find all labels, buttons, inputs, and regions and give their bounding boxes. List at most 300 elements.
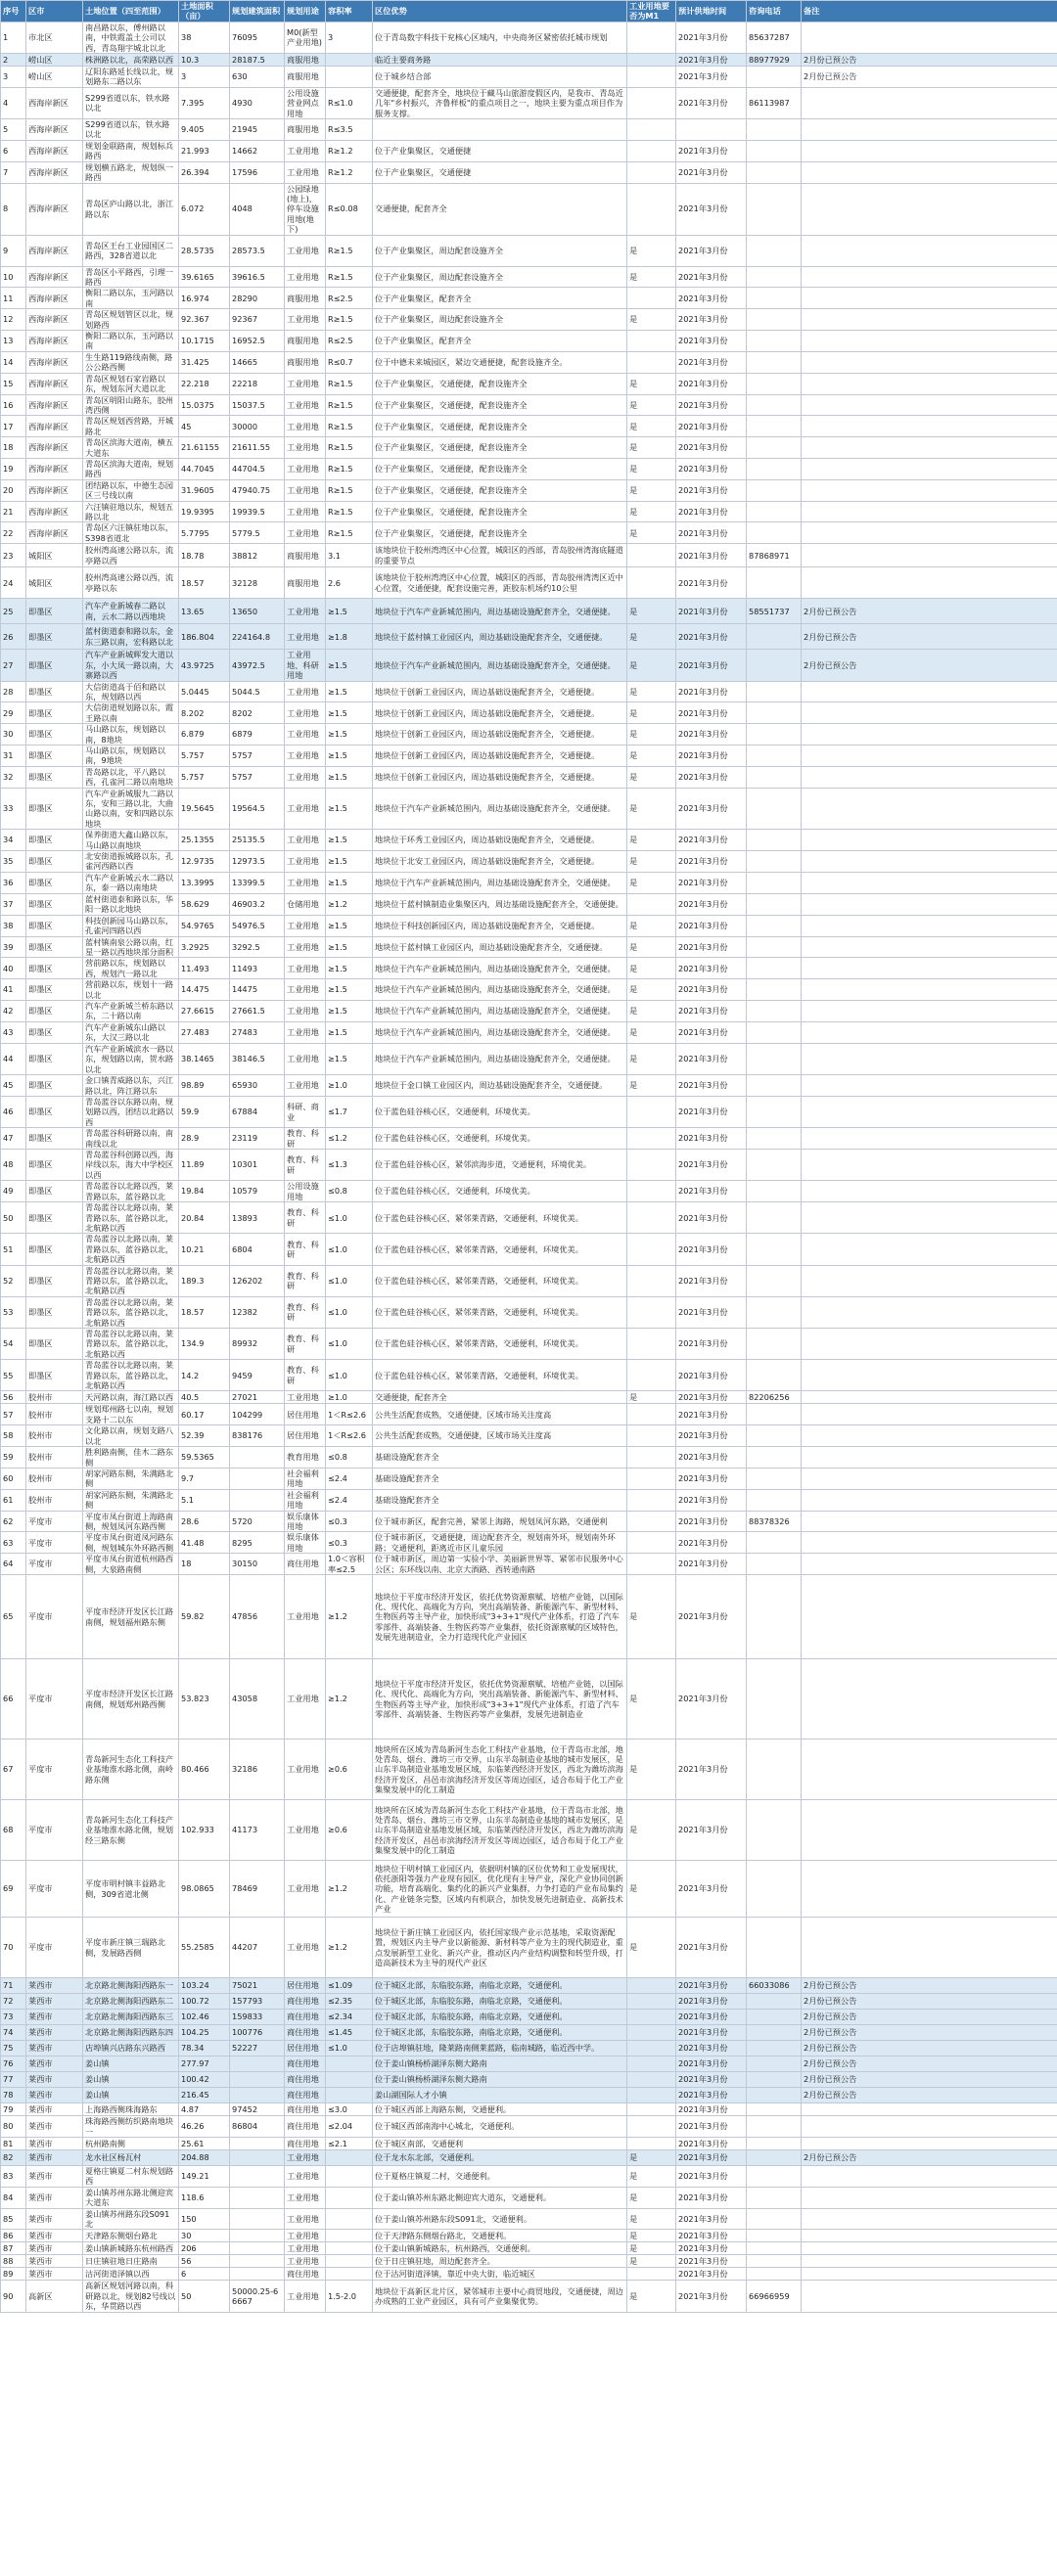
cell-contact-phone — [747, 702, 802, 724]
cell-supply-time: 2021年3月份 — [676, 394, 747, 416]
cell-location-advantage: 位于城市新区，周边第一实验小学、美丽新世界等、紧邻市民服务中心公区；东环线以南、北京大酒路、西转通南路 — [373, 1554, 627, 1575]
cell-land-use: 商住用地 — [285, 2025, 326, 2041]
cell-supply-time: 2021年3月份 — [676, 681, 747, 702]
cell-plot-ratio: R≥1.5 — [326, 309, 373, 331]
cell-remarks — [802, 1202, 1057, 1234]
cell-plot-ratio: R≥1.5 — [326, 437, 373, 459]
cell-contact-phone — [747, 1994, 802, 2010]
cell-plot-ratio — [326, 2268, 373, 2281]
table-row — [1, 309, 1057, 331]
cell-district: 即墨区 — [26, 1075, 83, 1097]
cell-location-advantage: 地块位于创新工业园区内，周边基础设施配套齐全，交通便捷。 — [373, 745, 627, 766]
cell-district: 莱西市 — [26, 2137, 83, 2149]
cell-land-area: 204.88 — [179, 2149, 230, 2165]
cell-contact-phone — [747, 2010, 802, 2025]
cell-contact-phone — [747, 437, 802, 459]
cell-m1-flag: 是 — [627, 915, 676, 936]
cell-remarks: 2月份已预公告 — [802, 2149, 1057, 2165]
cell-district: 即墨区 — [26, 958, 83, 979]
cell-district: 即墨区 — [26, 599, 83, 624]
cell-building-area — [230, 2088, 285, 2103]
cell-row-number: 28 — [1, 681, 26, 702]
cell-row-number: 68 — [1, 1800, 26, 1861]
cell-land-location: 姜山镇 — [83, 2072, 179, 2088]
cell-location-advantage: 位于中德未来城园区，紧边交通便捷，配套设施齐全。 — [373, 351, 627, 373]
cell-m1-flag: 是 — [627, 479, 676, 501]
cell-land-area: 3.2925 — [179, 936, 230, 958]
cell-building-area — [230, 2208, 285, 2230]
cell-land-use: 商住用地 — [285, 2103, 326, 2116]
cell-row-number: 3 — [1, 67, 26, 88]
cell-land-area: 22.218 — [179, 373, 230, 394]
cell-land-area: 5.7795 — [179, 522, 230, 544]
cell-contact-phone — [747, 1296, 802, 1328]
cell-contact-phone — [747, 1043, 802, 1074]
cell-row-number: 31 — [1, 745, 26, 766]
cell-land-area: 30 — [179, 2230, 230, 2242]
cell-land-use: 工业用地 — [285, 2187, 326, 2208]
cell-m1-flag: 是 — [627, 2149, 676, 2165]
cell-land-location: 营前路以东，规划路以西，规划汽一路以北 — [83, 958, 179, 979]
cell-plot-ratio — [326, 2056, 373, 2072]
cell-contact-phone — [747, 872, 802, 893]
cell-plot-ratio: ≤2.4 — [326, 1468, 373, 1489]
cell-supply-time: 2021年3月份 — [676, 183, 747, 235]
cell-remarks: 2月份已预公告 — [802, 624, 1057, 650]
cell-building-area: 28290 — [230, 288, 285, 309]
table-row — [1, 351, 1057, 373]
cell-remarks — [802, 872, 1057, 893]
cell-building-area: 78469 — [230, 1861, 285, 1918]
cell-contact-phone — [747, 140, 802, 161]
cell-land-location: 高新区规划河路以南，科研路以北，规划82号线以东，华贯路以西 — [83, 2281, 179, 2312]
cell-land-area: 28.9 — [179, 1128, 230, 1150]
cell-location-advantage: 地块位于蓝村镇工业园区内，周边基础设施配套齐全，交通便捷。 — [373, 936, 627, 958]
cell-plot-ratio: ≥1.5 — [326, 851, 373, 873]
cell-land-use: 教育、科研 — [285, 1149, 326, 1180]
cell-row-number: 83 — [1, 2165, 26, 2187]
table-row — [1, 1404, 1057, 1425]
cell-land-area: 15.0375 — [179, 394, 230, 416]
cell-district: 西海岸新区 — [26, 140, 83, 161]
cell-land-use: 商住用地 — [285, 2072, 326, 2088]
cell-land-location: 衡阳二路以东，玉河路以南 — [83, 288, 179, 309]
cell-building-area: 46903.2 — [230, 893, 285, 915]
cell-land-use: 商服用地 — [285, 67, 326, 88]
cell-land-area: 277.97 — [179, 2056, 230, 2072]
cell-m1-flag: 是 — [627, 681, 676, 702]
cell-m1-flag: 是 — [627, 266, 676, 288]
cell-contact-phone: 58551737 — [747, 599, 802, 624]
cell-land-location: 平度市经济开发区长江路南侧，规划福州路东侧 — [83, 1575, 179, 1659]
cell-location-advantage: 地块位于汽车产业新城范围内，周边基础设施配套齐全，交通便捷。 — [373, 1043, 627, 1074]
cell-row-number: 37 — [1, 893, 26, 915]
cell-location-advantage: 位于蓝色硅谷核心区，紧邻莱青路，交通便利，环境优美。 — [373, 1202, 627, 1234]
cell-location-advantage: 地块位于汽车产业新城范围内，周边基础设施配套齐全，交通便捷。 — [373, 788, 627, 830]
cell-supply-time: 2021年3月份 — [676, 235, 747, 266]
cell-supply-time: 2021年3月份 — [676, 830, 747, 851]
cell-land-area: 98.0865 — [179, 1861, 230, 1918]
cell-land-use: 商服用地 — [285, 351, 326, 373]
cell-plot-ratio: 2.6 — [326, 567, 373, 599]
cell-land-location: 青岛区庐山路以北，浙江路以东 — [83, 183, 179, 235]
cell-location-advantage: 位于夏格庄镇夏二村，交通便利。 — [373, 2165, 627, 2187]
cell-district: 西海岸新区 — [26, 235, 83, 266]
cell-plot-ratio: ≤1.0 — [326, 1296, 373, 1328]
cell-district: 平度市 — [26, 1740, 83, 1800]
table-row — [1, 1489, 1057, 1511]
cell-supply-time: 2021年3月份 — [676, 788, 747, 830]
cell-district: 高新区 — [26, 2281, 83, 2312]
cell-land-use: 商住用地 — [285, 2088, 326, 2103]
cell-district: 即墨区 — [26, 1181, 83, 1202]
cell-land-use: 工业用地 — [285, 394, 326, 416]
cell-plot-ratio: 3.1 — [326, 544, 373, 567]
cell-contact-phone — [747, 479, 802, 501]
cell-district: 平度市 — [26, 1659, 83, 1740]
cell-supply-time: 2021年3月份 — [676, 416, 747, 437]
cell-remarks — [802, 567, 1057, 599]
column-header-land-area: 土地面积（亩） — [179, 1, 230, 23]
cell-location-advantage: 公共生活配套成熟，交通便捷，区域市场关注度高 — [373, 1425, 627, 1447]
cell-plot-ratio: ≥1.5 — [326, 788, 373, 830]
cell-district: 即墨区 — [26, 650, 83, 681]
cell-location-advantage: 位于姜山镇新城路东，杭州路西，交通便利。 — [373, 2242, 627, 2255]
cell-location-advantage: 地块位于汽车产业新城范围内，周边基础设施配套齐全，交通便捷。 — [373, 1001, 627, 1022]
cell-land-use: 居住用地 — [285, 1425, 326, 1447]
cell-m1-flag — [627, 161, 676, 183]
cell-land-location: 青岛区小平路西，引理一路西 — [83, 266, 179, 288]
cell-remarks — [802, 702, 1057, 724]
cell-m1-flag: 是 — [627, 766, 676, 788]
cell-row-number: 19 — [1, 459, 26, 480]
cell-land-use: 娱乐康体用地 — [285, 1532, 326, 1554]
cell-building-area: 3292.5 — [230, 936, 285, 958]
cell-district: 莱西市 — [26, 2056, 83, 2072]
cell-land-use: 工业用地 — [285, 479, 326, 501]
cell-plot-ratio: R≤2.5 — [326, 330, 373, 351]
cell-m1-flag — [627, 119, 676, 141]
table-row — [1, 1918, 1057, 1978]
cell-contact-phone: 66966959 — [747, 2281, 802, 2312]
cell-row-number: 87 — [1, 2242, 26, 2255]
cell-land-area: 189.3 — [179, 1265, 230, 1296]
cell-remarks — [802, 2137, 1057, 2149]
cell-remarks — [802, 1001, 1057, 1022]
cell-land-use: 工业用地 — [285, 2165, 326, 2187]
cell-contact-phone — [747, 1800, 802, 1861]
cell-m1-flag: 是 — [627, 1575, 676, 1659]
cell-contact-phone — [747, 1234, 802, 1265]
cell-land-location: 大信街道规划路以东，霞王路以南 — [83, 702, 179, 724]
cell-district: 胶州市 — [26, 1425, 83, 1447]
cell-land-location: 平度市经济开发区长江路南侧，规划郑州路西侧 — [83, 1659, 179, 1740]
cell-contact-phone — [747, 1128, 802, 1150]
cell-plot-ratio: 3 — [326, 22, 373, 53]
cell-location-advantage: 地块位于汽车产业新城范围内，周边基础设施配套齐全，交通便捷。 — [373, 958, 627, 979]
cell-row-number: 78 — [1, 2088, 26, 2103]
cell-land-use: 公园绿地(地上)，停车设施用地(地下) — [285, 183, 326, 235]
cell-district: 平度市 — [26, 1554, 83, 1575]
cell-land-area: 52.39 — [179, 1425, 230, 1447]
cell-district: 平度市 — [26, 1918, 83, 1978]
cell-location-advantage: 位于姜山镇杨桥湖泽东侧大路南 — [373, 2056, 627, 2072]
cell-remarks — [802, 2268, 1057, 2281]
cell-plot-ratio: ≤1.0 — [326, 2041, 373, 2056]
cell-contact-phone — [747, 2255, 802, 2268]
cell-m1-flag — [627, 87, 676, 118]
cell-supply-time: 2021年3月份 — [676, 2072, 747, 2088]
cell-land-area: 5.1 — [179, 1489, 230, 1511]
cell-supply-time: 2021年3月份 — [676, 501, 747, 522]
cell-row-number: 35 — [1, 851, 26, 873]
cell-m1-flag — [627, 1447, 676, 1469]
cell-row-number: 12 — [1, 309, 26, 331]
cell-m1-flag: 是 — [627, 459, 676, 480]
cell-m1-flag — [627, 1532, 676, 1554]
cell-contact-phone — [747, 1468, 802, 1489]
cell-land-area: 59.82 — [179, 1575, 230, 1659]
cell-land-location: 龙水社区杨瓦村 — [83, 2149, 179, 2165]
cell-row-number: 20 — [1, 479, 26, 501]
cell-contact-phone — [747, 330, 802, 351]
cell-contact-phone — [747, 936, 802, 958]
cell-land-area: 25.1355 — [179, 830, 230, 851]
cell-row-number: 29 — [1, 702, 26, 724]
cell-location-advantage: 临近主要商务路 — [373, 54, 627, 67]
cell-supply-time: 2021年3月份 — [676, 140, 747, 161]
cell-land-location: 平度市凤台街道凤河路东侧，规划城东外环路西侧 — [83, 1532, 179, 1554]
cell-plot-ratio: ≤3.0 — [326, 2103, 373, 2116]
cell-building-area: 44207 — [230, 1918, 285, 1978]
cell-location-advantage: 公共生活配套成熟，交通便捷，区域市场关注度高 — [373, 1404, 627, 1425]
cell-land-use: 工业用地 — [285, 915, 326, 936]
cell-land-area: 31.425 — [179, 351, 230, 373]
cell-land-use: 居住用地 — [285, 2041, 326, 2056]
cell-remarks — [802, 851, 1057, 873]
table-row — [1, 1265, 1057, 1296]
cell-land-area: 18 — [179, 1554, 230, 1575]
cell-land-area: 9.405 — [179, 119, 230, 141]
cell-remarks — [802, 140, 1057, 161]
cell-contact-phone: 82206256 — [747, 1391, 802, 1404]
cell-row-number: 26 — [1, 624, 26, 650]
cell-location-advantage: 地块所在区域为青岛新河生态化工科技产业基地，位于青岛市北部，地处青岛、烟台、潍坊三市交界，山东半岛制造业基地的城市发展区，是山东半岛制造业基地发展区域，东临莱西经济开发区，西北为潍坊滨海经济开发区，昌邑市滨海经济开发区等周边园区，适合布局于化工产业集聚发展中的化工制造 — [373, 1800, 627, 1861]
cell-supply-time: 2021年3月份 — [676, 2149, 747, 2165]
cell-land-use: 工业用地 — [285, 416, 326, 437]
cell-remarks — [802, 394, 1057, 416]
cell-plot-ratio: ≥1.5 — [326, 681, 373, 702]
cell-location-advantage: 位于产业集聚区，交通便捷，配套设施齐全 — [373, 394, 627, 416]
cell-remarks — [802, 2187, 1057, 2208]
cell-district: 即墨区 — [26, 851, 83, 873]
cell-m1-flag: 是 — [627, 702, 676, 724]
cell-location-advantage — [373, 119, 627, 141]
cell-plot-ratio: ≤2.4 — [326, 1489, 373, 1511]
cell-remarks — [802, 1425, 1057, 1447]
cell-row-number: 85 — [1, 2208, 26, 2230]
cell-supply-time: 2021年3月份 — [676, 373, 747, 394]
cell-land-use: 工业用地 — [285, 309, 326, 331]
cell-district: 即墨区 — [26, 788, 83, 830]
cell-land-use: 教育、科研 — [285, 1128, 326, 1150]
cell-plot-ratio: ≤1.0 — [326, 1360, 373, 1391]
cell-supply-time: 2021年3月份 — [676, 1404, 747, 1425]
cell-land-location: 姜山镇新城路东杭州路西 — [83, 2242, 179, 2255]
cell-remarks — [802, 979, 1057, 1001]
cell-location-advantage: 地块位于北安工业园区内，周边基础设施配套齐全，交通便捷。 — [373, 851, 627, 873]
cell-building-area: 13893 — [230, 1202, 285, 1234]
table-row — [1, 1360, 1057, 1391]
cell-district: 莱西市 — [26, 2103, 83, 2116]
cell-m1-flag — [627, 1554, 676, 1575]
table-row — [1, 2116, 1057, 2138]
cell-land-use: 工业用地 — [285, 788, 326, 830]
table-row — [1, 2208, 1057, 2230]
cell-supply-time: 2021年3月份 — [676, 1001, 747, 1022]
cell-remarks — [802, 235, 1057, 266]
cell-contact-phone — [747, 681, 802, 702]
table-row — [1, 183, 1057, 235]
cell-row-number: 45 — [1, 1075, 26, 1097]
cell-plot-ratio: ≥1.2 — [326, 1918, 373, 1978]
cell-location-advantage: 位于产业集聚区，交通便捷，配套设施齐全 — [373, 373, 627, 394]
cell-district: 即墨区 — [26, 893, 83, 915]
table-row — [1, 745, 1057, 766]
cell-remarks — [802, 522, 1057, 544]
cell-district: 即墨区 — [26, 1001, 83, 1022]
cell-building-area: 157793 — [230, 1994, 285, 2010]
cell-m1-flag: 是 — [627, 1043, 676, 1074]
table-row — [1, 2242, 1057, 2255]
cell-plot-ratio: ≤1.45 — [326, 2025, 373, 2041]
cell-supply-time: 2021年3月份 — [676, 2056, 747, 2072]
cell-row-number: 36 — [1, 872, 26, 893]
cell-location-advantage: 位于店埠镇驻地，隆莱路南侧莱蓝路，临南城路，临近西中学。 — [373, 2041, 627, 2056]
cell-row-number: 44 — [1, 1043, 26, 1074]
cell-building-area: 38146.5 — [230, 1043, 285, 1074]
cell-land-location: 青岛蓝谷以北路以南，莱青路以东，蓝谷路以北，北航路以西 — [83, 1329, 179, 1360]
cell-land-area: 25.61 — [179, 2137, 230, 2149]
cell-land-location: 平度市凤台街道杭州路西侧，大泉路南侧 — [83, 1554, 179, 1575]
cell-location-advantage: 该地块位于胶州湾湾区中心位置，城阳区的西部，青岛胶州湾海底隧道的重要节点 — [373, 544, 627, 567]
cell-row-number: 65 — [1, 1575, 26, 1659]
cell-row-number: 66 — [1, 1659, 26, 1740]
table-row — [1, 1740, 1057, 1800]
table-row — [1, 650, 1057, 681]
cell-district: 莱西市 — [26, 2072, 83, 2088]
cell-location-advantage: 交通便捷，配套齐全，地块位于藏马山旅游度假区内，是我市、青岛近几年"乡村振兴，齐鲁样板"的重点项目之一，地块主要为重点项目作为服务支撑。 — [373, 87, 627, 118]
cell-building-area — [230, 2255, 285, 2268]
cell-land-use: 教育、科研 — [285, 1360, 326, 1391]
cell-land-area: 16.974 — [179, 288, 230, 309]
cell-building-area: 27661.5 — [230, 1001, 285, 1022]
cell-m1-flag — [627, 183, 676, 235]
cell-remarks — [802, 1149, 1057, 1180]
cell-m1-flag — [627, 1404, 676, 1425]
cell-land-area: 10.1715 — [179, 330, 230, 351]
cell-land-area: 6.879 — [179, 724, 230, 746]
cell-land-area: 19.84 — [179, 1181, 230, 1202]
cell-contact-phone — [747, 788, 802, 830]
cell-land-area: 20.84 — [179, 1202, 230, 1234]
cell-plot-ratio: ≤1.09 — [326, 1978, 373, 1994]
cell-land-location: 青岛区滨海大道南，规划路西 — [83, 459, 179, 480]
cell-m1-flag: 是 — [627, 624, 676, 650]
cell-district: 莱西市 — [26, 2230, 83, 2242]
cell-supply-time: 2021年3月份 — [676, 1296, 747, 1328]
cell-row-number: 25 — [1, 599, 26, 624]
table-row — [1, 437, 1057, 459]
cell-land-use: 工业用地 — [285, 1391, 326, 1404]
cell-land-area: 5.757 — [179, 745, 230, 766]
cell-row-number: 21 — [1, 501, 26, 522]
cell-m1-flag — [627, 2025, 676, 2041]
cell-land-area: 5.757 — [179, 766, 230, 788]
cell-plot-ratio: 1.0＜容积率≤2.5 — [326, 1554, 373, 1575]
cell-supply-time: 2021年3月份 — [676, 851, 747, 873]
cell-land-location: 平度市新庄镇三瑞路北侧，发展路西侧 — [83, 1918, 179, 1978]
cell-location-advantage: 位于蓝色硅谷核心区，紧邻莱青路，交通便利，环境优美。 — [373, 1360, 627, 1391]
cell-land-location: 青岛区六汪镇驻地以东，S398省道北 — [83, 522, 179, 544]
cell-land-use: 工业用地 — [285, 936, 326, 958]
cell-contact-phone — [747, 459, 802, 480]
cell-remarks: 2月份已预公告 — [802, 1994, 1057, 2010]
cell-plot-ratio: ≤1.2 — [326, 1128, 373, 1150]
cell-row-number: 39 — [1, 936, 26, 958]
cell-supply-time: 2021年3月份 — [676, 979, 747, 1001]
table-row — [1, 2149, 1057, 2165]
cell-supply-time: 2021年3月份 — [676, 2137, 747, 2149]
cell-remarks — [802, 22, 1057, 53]
cell-supply-time: 2021年3月份 — [676, 2010, 747, 2025]
table-row — [1, 1001, 1057, 1022]
cell-land-area: 50 — [179, 2281, 230, 2312]
cell-location-advantage: 位于城区北部，东临胶东路，南临北京路，交通便利。 — [373, 2025, 627, 2041]
cell-plot-ratio: R≥1.5 — [326, 479, 373, 501]
cell-land-location: 杭州路南侧 — [83, 2137, 179, 2149]
cell-plot-ratio: ≥1.5 — [326, 1021, 373, 1043]
cell-plot-ratio: ≥1.2 — [326, 1659, 373, 1740]
table-row — [1, 1468, 1057, 1489]
cell-land-location: 马山路以东，规划路以南，9地块 — [83, 745, 179, 766]
cell-land-location: 珠海路西侧纺织路南地块一 — [83, 2116, 179, 2138]
cell-row-number: 24 — [1, 567, 26, 599]
cell-district: 平度市 — [26, 1532, 83, 1554]
cell-remarks — [802, 1554, 1057, 1575]
cell-land-use: 工业用地 — [285, 958, 326, 979]
cell-building-area: 8295 — [230, 1532, 285, 1554]
cell-remarks — [802, 745, 1057, 766]
cell-contact-phone — [747, 1447, 802, 1469]
cell-remarks — [802, 1391, 1057, 1404]
cell-land-location: 胶州湾高速公路以西，流亭路以东 — [83, 567, 179, 599]
cell-plot-ratio: R≥1.5 — [326, 459, 373, 480]
cell-m1-flag — [627, 1296, 676, 1328]
cell-contact-phone — [747, 567, 802, 599]
cell-district: 莱西市 — [26, 2149, 83, 2165]
cell-land-location: 汽车产业新城辉发大道以东，小大凤一路以南，大寨路以西 — [83, 650, 179, 681]
table-row — [1, 1234, 1057, 1265]
cell-land-location: 胜利路南侧，佳木二路东侧 — [83, 1447, 179, 1469]
cell-remarks — [802, 2208, 1057, 2230]
cell-building-area: 12382 — [230, 1296, 285, 1328]
cell-building-area — [230, 2072, 285, 2088]
cell-district: 西海岸新区 — [26, 161, 83, 183]
cell-remarks — [802, 2103, 1057, 2116]
cell-district: 即墨区 — [26, 1360, 83, 1391]
cell-land-area: 100.42 — [179, 2072, 230, 2088]
